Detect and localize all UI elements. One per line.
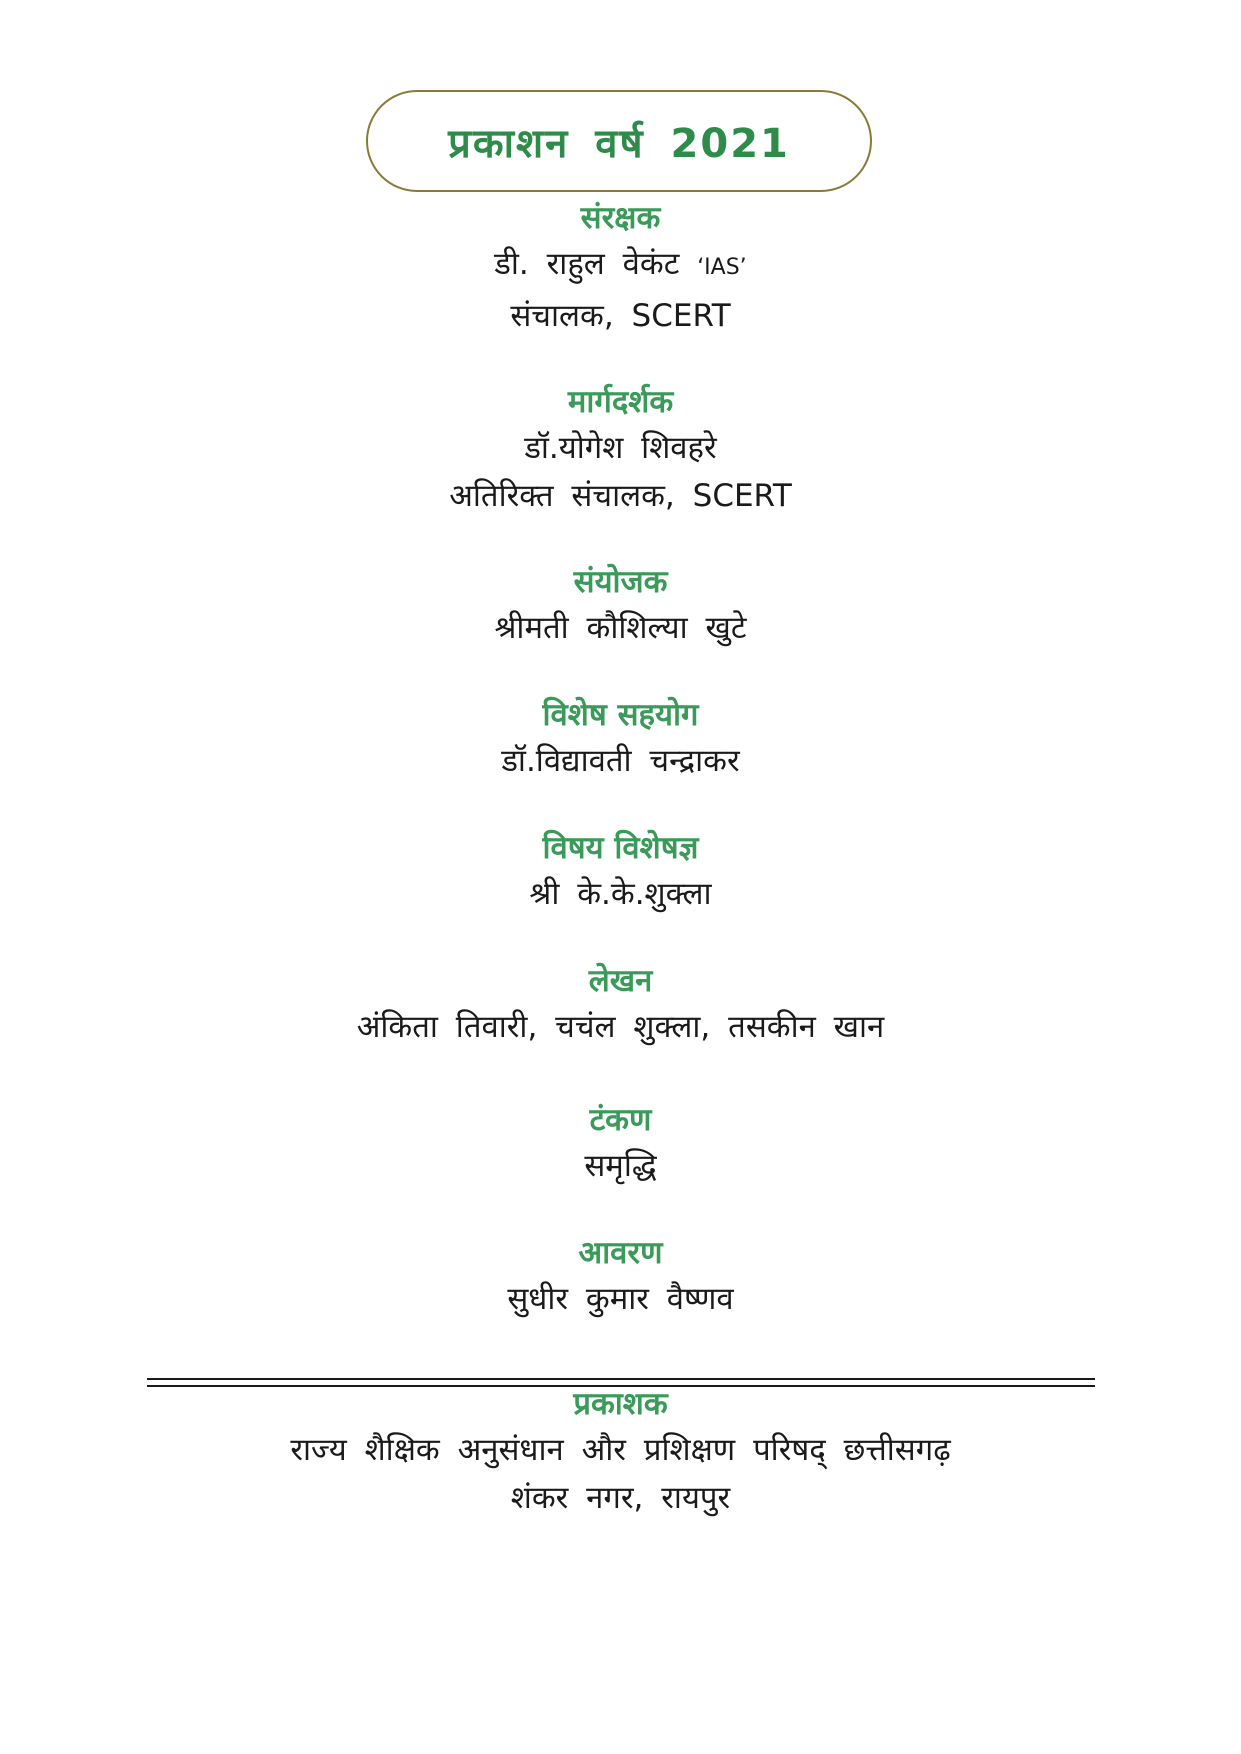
section-heading: विशेष सहयोग — [542, 697, 699, 733]
publisher-heading: प्रकाशक — [573, 1386, 668, 1422]
writers-names: अंकिता तिवारी, चचंल शुक्ला, तसकीन खान — [356, 1009, 885, 1045]
patron-name-suffix: ‘IAS’ — [697, 255, 747, 280]
patron-name-line — [0, 240, 1241, 292]
page-title: प्रकाशन वर्ष 2021 — [448, 120, 790, 167]
section-heading: संयोजक — [573, 564, 668, 600]
section-special-support — [0, 693, 1241, 785]
section-heading: मार्गदर्शक — [567, 384, 674, 420]
patron-name: डी. राहुल वेकंट — [494, 246, 680, 282]
section-patron — [0, 196, 1241, 340]
section-heading: आवरण — [578, 1235, 663, 1271]
section-writing — [0, 959, 1241, 1051]
section-heading: लेखन — [588, 963, 653, 999]
publisher-address: शंकर नगर, रायपुर — [510, 1480, 731, 1516]
guide-name: डॉ.योगेश शिवहरे — [524, 430, 717, 466]
subject-expert-name: श्री के.के.शुक्ला — [529, 876, 712, 912]
coordinator-name: श्रीमती कौशिल्या खुटे — [494, 610, 747, 646]
section-cover — [0, 1231, 1241, 1323]
special-support-name: डॉ.विद्यावती चन्द्राकर — [501, 743, 740, 779]
section-coordinator — [0, 560, 1241, 652]
publisher-name: राज्य शैक्षिक अनुसंधान और प्रशिक्षण परिषद् छत्तीसगढ़ — [290, 1432, 951, 1468]
section-typing — [0, 1098, 1241, 1190]
patron-designation: संचालक, SCERT — [510, 298, 731, 334]
guide-designation: अतिरिक्त संचालक, SCERT — [449, 478, 792, 514]
section-guide — [0, 380, 1241, 520]
cover-designer-name: सुधीर कुमार वैष्णव — [507, 1281, 734, 1317]
typist-name: समृद्धि — [584, 1148, 657, 1184]
section-publisher — [0, 1382, 1241, 1522]
section-heading: टंकण — [589, 1102, 652, 1138]
section-heading: संरक्षक — [580, 200, 661, 236]
title-box — [366, 90, 872, 192]
section-heading: विषय विशेषज्ञ — [542, 830, 699, 866]
section-subject-expert — [0, 826, 1241, 918]
